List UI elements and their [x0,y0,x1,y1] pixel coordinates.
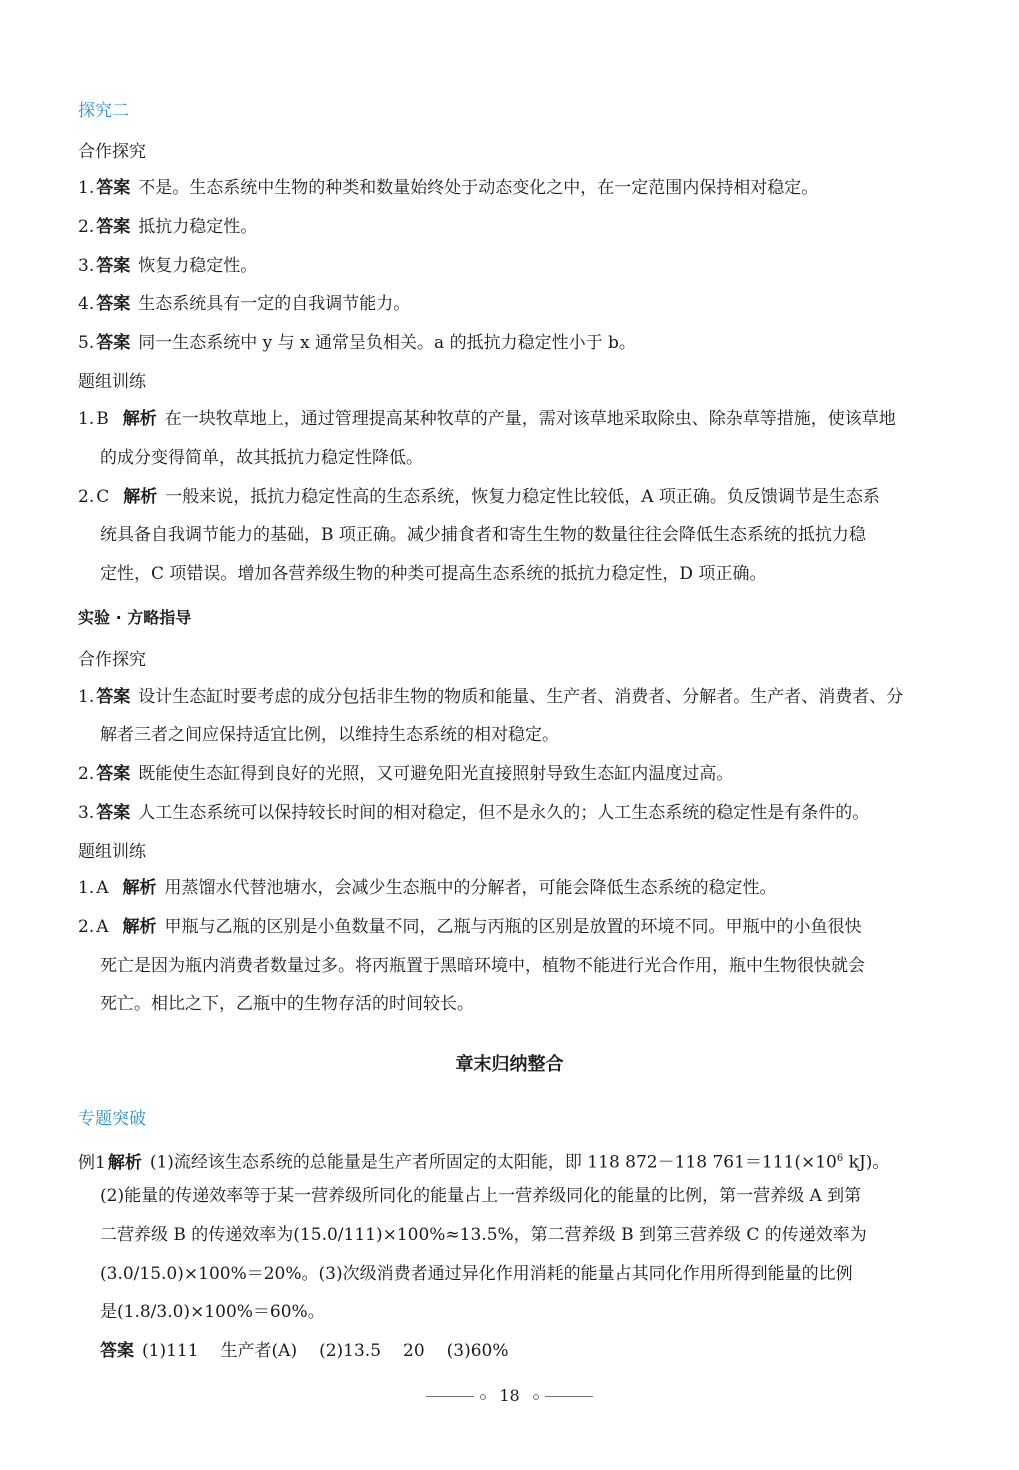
example-label: 例1 [78,1152,106,1173]
answer-item [78,686,959,708]
answer-item [78,255,959,277]
analysis-tag: 解析 [122,878,157,898]
analysis-continuation: 死亡。相比之下，乙瓶中的生物存活的时间较长。 [100,994,474,1014]
section-title-shiyan: 实验 · 方略指导 [78,608,192,627]
example-line-1-end: kJ)。 [843,1152,890,1173]
item-number: 1. [78,409,95,429]
answer-tag: 答案 [96,178,131,198]
answer-item [78,332,959,354]
answer-part: 生产者(A) [220,1341,298,1361]
answer-letter: B [96,409,109,429]
answer-tag: 答案 [96,764,131,784]
answer-item [78,177,959,199]
example-line-1: (1)流经该生态系统的总能量是生产者所固定的太阳能，即 118 872－118 761＝111(×10 [149,1152,837,1173]
answer-tag: 答案 [96,217,131,237]
answer-part: (3)60% [446,1341,509,1361]
answer-letter: C [96,487,110,507]
analysis-tag: 解析 [122,409,157,429]
analysis-text: 在一块牧草地上，通过管理提高某种牧草的产量，需对该草地采取除虫、除杂草等措施，使该草地 [164,409,896,429]
page-footer [0,1386,1019,1405]
item-number: 4. [78,294,95,314]
item-number: 1. [78,178,95,198]
item-number: 5. [78,333,95,353]
item-number: 3. [78,803,95,823]
answer-part: 20 [403,1341,425,1361]
subsection-hezuo-tanjiu: 合作探究 [78,650,146,670]
answer-text: 恢复力稳定性。 [138,256,258,276]
example-continuation: (3.0/15.0)×100%＝20%。(3)次级消费者通过异化作用消耗的能量占其同化作用所得到能量的比例 [100,1264,853,1284]
question-analysis [78,408,959,430]
answer-text: 既能使生态缸得到良好的光照，又可避免阳光直接照射导致生态缸内温度过高。 [138,764,734,784]
item-number: 2. [78,917,95,937]
analysis-text: 甲瓶与乙瓶的区别是小鱼数量不同，乙瓶与丙瓶的区别是放置的环境不同。甲瓶中的小鱼很快 [164,917,862,937]
subsection-hezuo-tanjiu: 合作探究 [78,142,146,162]
item-number: 2. [78,487,95,507]
answer-tag: 答案 [96,294,131,314]
subsection-tizu-xunlian: 题组训练 [78,372,146,392]
answer-item [78,802,959,824]
analysis-continuation: 的成分变得简单，故其抵抗力稳定性降低。 [100,448,423,468]
answer-part: (2)13.5 [319,1341,382,1361]
answer-text: 生态系统具有一定的自我调节能力。 [138,294,411,314]
answer-text: 人工生态系统可以保持较长时间的相对稳定，但不是永久的；人工生态系统的稳定性是有条件的。 [138,803,870,823]
answer-part: (1)111 [142,1341,199,1361]
example-continuation: 是(1.8/3.0)×100%＝60%。 [100,1302,325,1322]
analysis-continuation: 定性，C 项错误。增加各营养级生物的种类可提高生态系统的抵抗力稳定性，D 项正确。 [100,564,767,584]
answer-item [78,216,959,238]
page-number: 18 [499,1386,520,1405]
answer-letter: A [96,917,109,937]
answer-tag: 答案 [96,333,131,353]
example-continuation: (2)能量的传递效率等于某一营养级所同化的能量占上一营养级同化的能量的比例，第一营养级 A 到第 [100,1186,862,1206]
answer-text: 抵抗力稳定性。 [138,217,258,237]
analysis-tag: 解析 [107,1152,142,1173]
item-number: 1. [78,687,95,707]
question-analysis [78,486,959,508]
section-title-tanjiu-er: 探究二 [78,101,129,121]
answer-text: 设计生态缸时要考虑的成分包括非生物的物质和能量、生产者、消费者、分解者。生产者、消费者、分 [138,687,904,707]
answer-text: 同一生态系统中 y 与 x 通常呈负相关。a 的抵抗力稳定性小于 b。 [138,333,636,353]
footer-dot-left [480,1394,486,1400]
question-analysis [78,877,959,899]
analysis-text: 一般来说，抵抗力稳定性高的生态系统，恢复力稳定性比较低，A 项正确。负反馈调节是生态系 [165,487,880,507]
analysis-continuation: 死亡是因为瓶内消费者数量过多。将丙瓶置于黑暗环境中，植物不能进行光合作用，瓶中生物很快就会 [100,956,865,976]
footer-rule-right [545,1396,593,1397]
answer-tag: 答案 [96,256,131,276]
analysis-continuation: 统具备自我调节能力的基础，B 项正确。减少捕食者和寄生生物的数量往往会降低生态系统的抵抗力稳 [100,525,866,545]
answer-continuation: 解者三者之间应保持适宜比例，以维持生态系统的相对稳定。 [100,725,559,745]
footer-dot-right [533,1394,539,1400]
example-answer [100,1340,959,1362]
item-number: 3. [78,256,95,276]
question-analysis [78,916,959,938]
answer-tag: 答案 [96,803,131,823]
example-continuation: 二营养级 B 的传递效率为(15.0/111)×100%≈13.5%，第二营养级 B 到第三营养级 C 的传递效率为 [100,1225,867,1245]
answer-tag: 答案 [100,1341,134,1361]
answer-item [78,293,959,315]
analysis-tag: 解析 [123,487,158,507]
answer-tag: 答案 [96,687,131,707]
answer-item [78,763,959,785]
exponent: 6 [836,1153,844,1164]
answer-text: 不是。生态系统中生物的种类和数量始终处于动态变化之中，在一定范围内保持相对稳定。 [138,178,819,198]
example-analysis [78,1148,959,1174]
item-number: 2. [78,764,95,784]
subsection-tizu-xunlian: 题组训练 [78,842,146,862]
section-title-zhuanti-tupo: 专题突破 [78,1109,146,1129]
footer-rule-left [426,1396,474,1397]
analysis-text: 用蒸馏水代替池塘水，会减少生态瓶中的分解者，可能会降低生态系统的稳定性。 [164,878,777,898]
analysis-tag: 解析 [122,917,157,937]
item-number: 2. [78,217,95,237]
answer-letter: A [96,878,109,898]
item-number: 1. [78,878,95,898]
chapter-summary-title: 章末归纳整合 [455,1054,564,1075]
